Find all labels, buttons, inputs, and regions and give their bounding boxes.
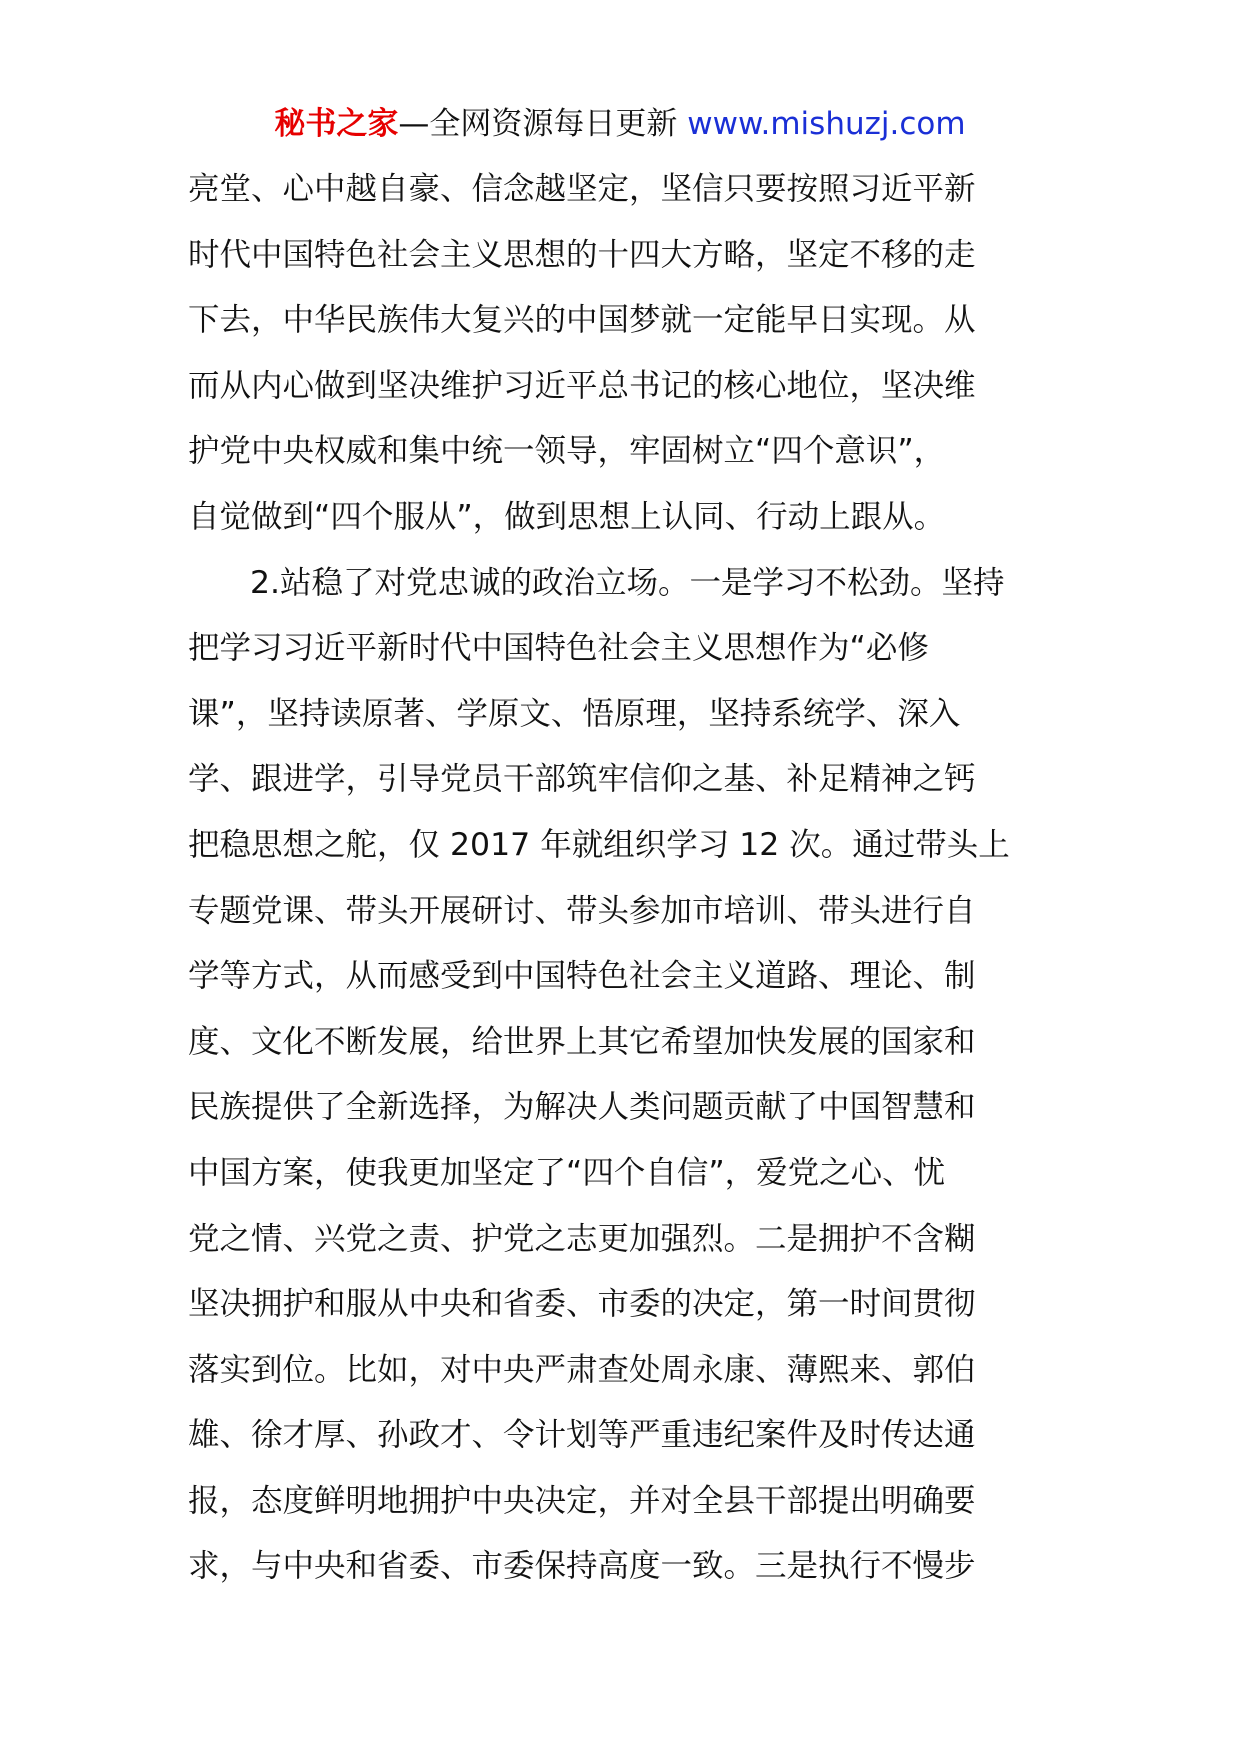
text-line: 而从内心做到坚决维护习近平总书记的核心地位，坚决维 <box>188 367 976 404</box>
text-line: 求，与中央和省委、市委保持高度一致。三是执行不慢步 <box>188 1548 976 1585</box>
text-line: 党之情、兴党之责、护党之志更加强烈。二是拥护不含糊 <box>188 1220 976 1257</box>
text-line: 把学习习近平新时代中国特色社会主义思想作为“必修 <box>188 630 929 667</box>
text-line: 时代中国特色社会主义思想的十四大方略，坚定不移的走 <box>188 236 976 273</box>
text-line: 中国方案，使我更加坚定了“四个自信”，爱党之心、忧 <box>188 1154 946 1191</box>
text-line: 把稳思想之舵，仅 2017 年就组织学习 12 次。通过带头上 <box>188 826 1010 863</box>
site-header <box>0 98 1240 150</box>
document-body <box>188 157 1058 1600</box>
site-url-link[interactable]: www.mishuzj.com <box>687 106 966 142</box>
text-line: 雄、徐才厚、孙政才、令计划等严重违纪案件及时传达通 <box>188 1417 976 1454</box>
text-line: 专题党课、带头开展研讨、带头参加市培训、带头进行自 <box>188 892 976 929</box>
text-line: 亮堂、心中越自豪、信念越坚定，坚信只要按照习近平新 <box>188 171 976 207</box>
site-tagline: —全网资源每日更新 <box>398 106 678 142</box>
text-line: 护党中央权威和集中统一领导，牢固树立“四个意识”， <box>188 433 946 470</box>
text-line: 报，态度鲜明地拥护中央决定，并对全县干部提出明确要 <box>188 1482 976 1519</box>
text-line: 民族提供了全新选择，为解决人类问题贡献了中国智慧和 <box>188 1089 976 1126</box>
text-line: 落实到位。比如，对中央严肃查处周永康、薄熙来、郭伯 <box>188 1351 976 1388</box>
paragraph-start-line: 2.站稳了对党忠诚的政治立场。一是学习不松劲。坚持 <box>250 564 1005 601</box>
text-line: 课”，坚持读原著、学原文、悟原理，坚持系统学、深入 <box>188 695 961 732</box>
text-line: 学等方式，从而感受到中国特色社会主义道路、理论、制 <box>188 958 976 995</box>
text-line: 下去，中华民族伟大复兴的中国梦就一定能早日实现。从 <box>188 302 976 339</box>
text-line: 度、文化不断发展，给世界上其它希望加快发展的国家和 <box>188 1023 976 1060</box>
text-line: 学、跟进学，引导党员干部筑牢信仰之基、补足精神之钙 <box>188 761 976 798</box>
site-brand: 秘书之家 <box>274 106 399 142</box>
text-line: 坚决拥护和服从中央和省委、市委的决定，第一时间贯彻 <box>188 1286 976 1323</box>
text-line: 自觉做到“四个服从”，做到思想上认同、行动上跟从。 <box>188 498 946 535</box>
